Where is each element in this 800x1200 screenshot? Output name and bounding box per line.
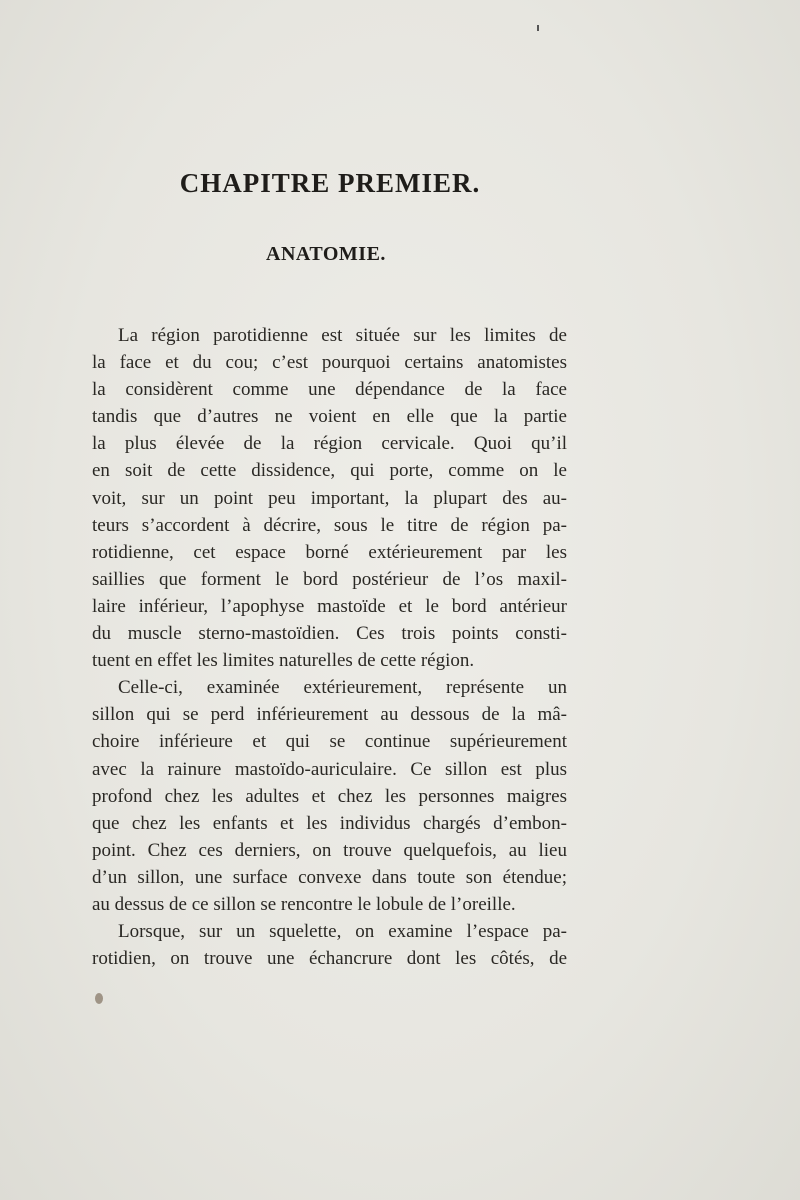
section-title: ANATOMIE.: [266, 243, 386, 265]
paragraph: [92, 322, 567, 674]
ink-speck: [95, 993, 103, 1004]
chapter-title: CHAPITRE PREMIER.: [179, 168, 481, 198]
text-line: que chez les enfants et les individus chargés d’embon-: [92, 812, 567, 834]
text-line: la face et du cou; c’est pourquoi certains anatomistes: [92, 352, 567, 374]
body-text: [92, 322, 567, 972]
text-line: la considèrent comme une dépendance de la face: [92, 379, 567, 401]
text-line: rotidienne, cet espace borné extérieurement par les: [92, 541, 567, 563]
text-line: la plus élevée de la région cervicale. Quoi qu’il: [92, 433, 567, 455]
text-line: voit, sur un point peu important, la plupart des au-: [92, 487, 567, 509]
text-line: Celle-ci, examinée extérieurement, représente un: [118, 677, 567, 699]
text-line: en soit de cette dissidence, qui porte, comme on le: [92, 460, 567, 482]
paragraph: [92, 674, 567, 918]
text-line: Lorsque, sur un squelette, on examine l’espace pa-: [118, 921, 567, 943]
text-line: du muscle sterno-mastoïdien. Ces trois points consti-: [92, 623, 567, 645]
text-line: sillon qui se perd inférieurement au dessous de la mâ-: [92, 704, 567, 726]
text-line: laire inférieur, l’apophyse mastoïde et le bord antérieur: [92, 595, 567, 617]
text-line: tuent en effet les limites naturelles de cette région.: [92, 650, 475, 672]
text-line: profond chez les adultes et chez les personnes maigres: [92, 785, 567, 807]
text-line: choire inférieure et qui se continue supérieurement: [92, 731, 567, 753]
text-line: au dessus de ce sillon se rencontre le lobule de l’oreille.: [92, 893, 516, 915]
text-line: tandis que d’autres ne voient en elle que la partie: [92, 406, 567, 428]
text-line: avec la rainure mastoïdo-auriculaire. Ce sillon est plus: [92, 758, 567, 780]
text-line: La région parotidienne est située sur les limites de: [118, 325, 567, 346]
text-line: teurs s’accordent à décrire, sous le titre de région pa-: [92, 514, 567, 536]
ink-mark: [537, 25, 539, 31]
text-line: saillies que forment le bord postérieur de l’os maxil-: [92, 568, 567, 590]
text-line: rotidien, on trouve une échancrure dont les côtés, de: [92, 948, 567, 970]
text-line: d’un sillon, une surface convexe dans toute son étendue;: [92, 866, 567, 888]
text-line: point. Chez ces derniers, on trouve quelquefois, au lieu: [92, 839, 567, 861]
paragraph: [92, 918, 567, 972]
